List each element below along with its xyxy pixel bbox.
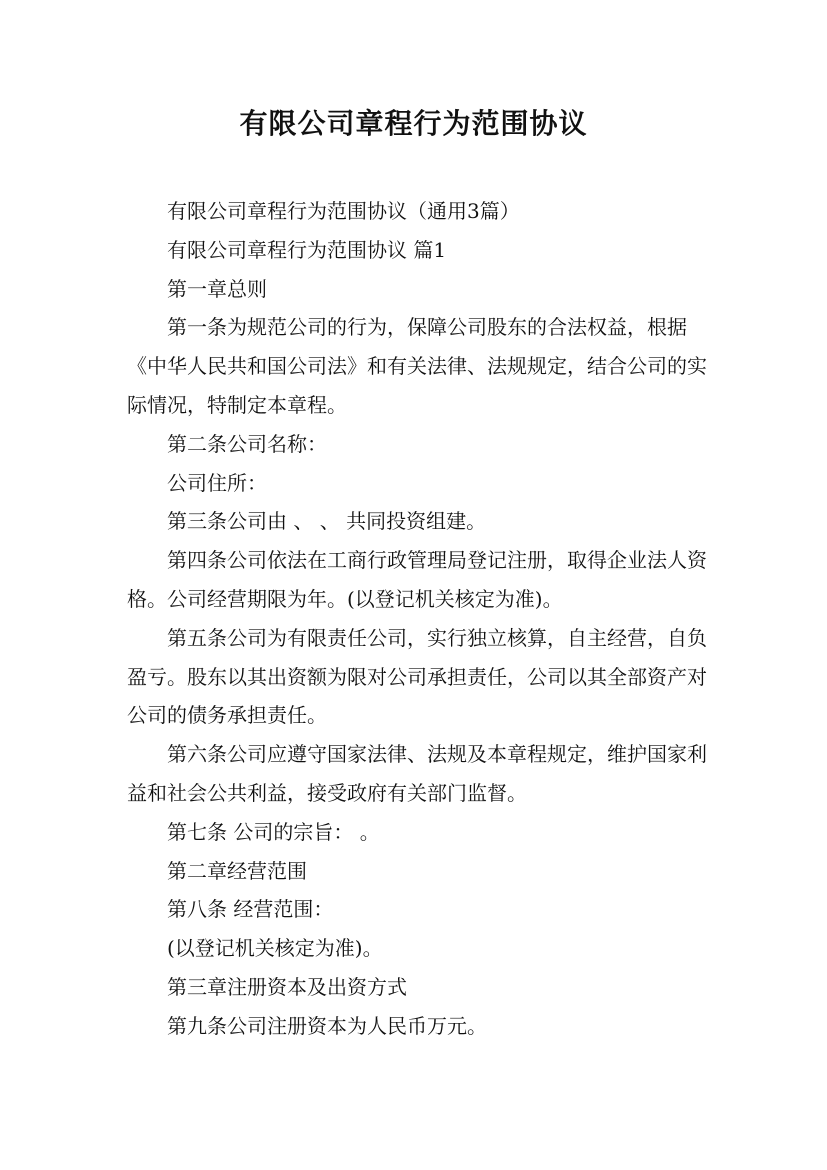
article-paragraph: 第八条 经营范围： <box>167 897 334 922</box>
article-paragraph: (以登记机关核定为准)。 <box>167 936 383 961</box>
article-paragraph: 第二条公司名称： <box>167 431 327 456</box>
chapter-heading: 第一章总则 <box>167 276 267 301</box>
article-paragraph: 第七条 公司的宗旨： 。 <box>167 819 380 844</box>
chapter-heading: 第三章注册资本及出资方式 <box>167 974 407 999</box>
subtitle-paragraph: 有限公司章程行为范围协议（通用3篇） <box>167 199 520 223</box>
article-paragraph: 第六条公司应遵守国家法律、法规及本章程规定，维护国家利益和社会公共利益，接受政府有关部门监督。 <box>127 742 707 805</box>
document-body <box>127 192 709 1046</box>
section-heading: 有限公司章程行为范围协议 篇1 <box>167 237 447 262</box>
article-paragraph: 第三条公司由 、 、 共同投资组建。 <box>167 509 487 534</box>
article-paragraph: 第五条公司为有限责任公司，实行独立核算，自主经营，自负盈亏。股东以其出资额为限对公司承担责任，公司以其全部资产对公司的债务承担责任。 <box>127 625 707 728</box>
chapter-heading: 第二章经营范围 <box>167 858 307 883</box>
document-title: 有限公司章程行为范围协议 <box>239 107 588 140</box>
article-paragraph: 第一条为规范公司的行为，保障公司股东的合法权益，根据《中华人民共和国公司法》和有关法律、法规规定，结合公司的实际情况，特制定本章程。 <box>127 315 707 417</box>
article-paragraph: 第九条公司注册资本为人民币万元。 <box>167 1013 487 1038</box>
article-paragraph: 第四条公司依法在工商行政管理局登记注册，取得企业法人资格。公司经营期限为年。(以登记机关核定为准)。 <box>127 548 707 611</box>
article-paragraph: 公司住所： <box>167 470 267 495</box>
